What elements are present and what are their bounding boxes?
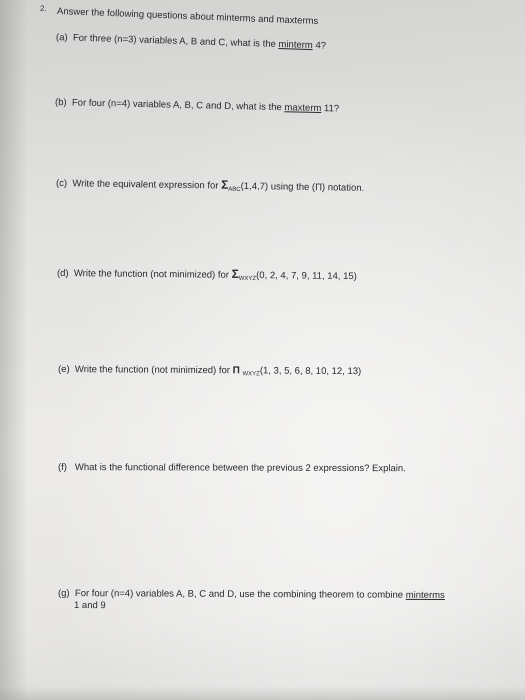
pi-symbol: Π: [232, 365, 240, 377]
part-b-end: 11?: [323, 103, 340, 115]
part-e: [58, 364, 361, 381]
part-b: [55, 97, 339, 115]
part-d-args: (0, 2, 4, 7, 9, 11, 14, 15): [256, 270, 357, 283]
part-g-line2: 1 and 9: [73, 600, 106, 612]
part-g-second-line: [74, 600, 106, 612]
part-a-end: 4?: [315, 40, 327, 52]
part-a-text: For three (n=3) variables A, B and C, what is the: [72, 32, 277, 50]
part-d-text: Write the function (not minimized) for: [73, 268, 230, 281]
part-e-subscript: WXYZ: [242, 371, 260, 378]
question-number: 2.: [39, 3, 47, 14]
part-a-letter: (a): [55, 32, 68, 44]
part-e-args: (1, 3, 5, 6, 8, 10, 12, 13): [259, 365, 362, 378]
part-d-subscript: WXYZ: [238, 275, 257, 283]
sigma-symbol: Σ: [221, 177, 229, 192]
part-f-letter: (f): [57, 462, 67, 474]
part-g: [58, 588, 445, 602]
part-c: [56, 176, 364, 198]
part-b-underlined: maxterm: [284, 102, 322, 115]
page-bottom-edge: [0, 686, 525, 700]
question-intro: [57, 6, 319, 28]
sigma-symbol: Σ: [231, 266, 239, 281]
part-f: [58, 462, 406, 475]
part-c-text: Write the equivalent expression for: [72, 178, 219, 192]
part-g-letter: (g): [57, 588, 70, 600]
part-c-letter: (c): [55, 178, 68, 190]
part-g-underlined: minterms: [405, 589, 445, 602]
part-d: [57, 266, 357, 286]
page-shadow: [0, 0, 28, 700]
part-f-text: What is the functional difference between the previous 2 expressions? Explain.: [74, 462, 406, 475]
part-e-letter: (e): [57, 364, 70, 376]
part-c-args: (1,4,7): [240, 180, 269, 193]
part-c-end: using the (Π) notation.: [270, 181, 365, 194]
part-b-letter: (b): [54, 97, 67, 109]
intro-text: Answer the following questions about minterms and maxterms: [56, 6, 319, 28]
part-d-letter: (d): [56, 268, 69, 280]
part-a: [56, 32, 326, 52]
part-g-text: For four (n=4) variables A, B, C and D, use the combining theorem to combine: [74, 588, 404, 601]
part-a-underlined: minterm: [278, 38, 313, 52]
part-e-text: Write the function (not minimized) for: [74, 364, 231, 377]
part-b-text: For four (n=4) variables A, B, C and D, what is the: [71, 97, 282, 114]
part-c-subscript: ABC: [228, 186, 241, 193]
